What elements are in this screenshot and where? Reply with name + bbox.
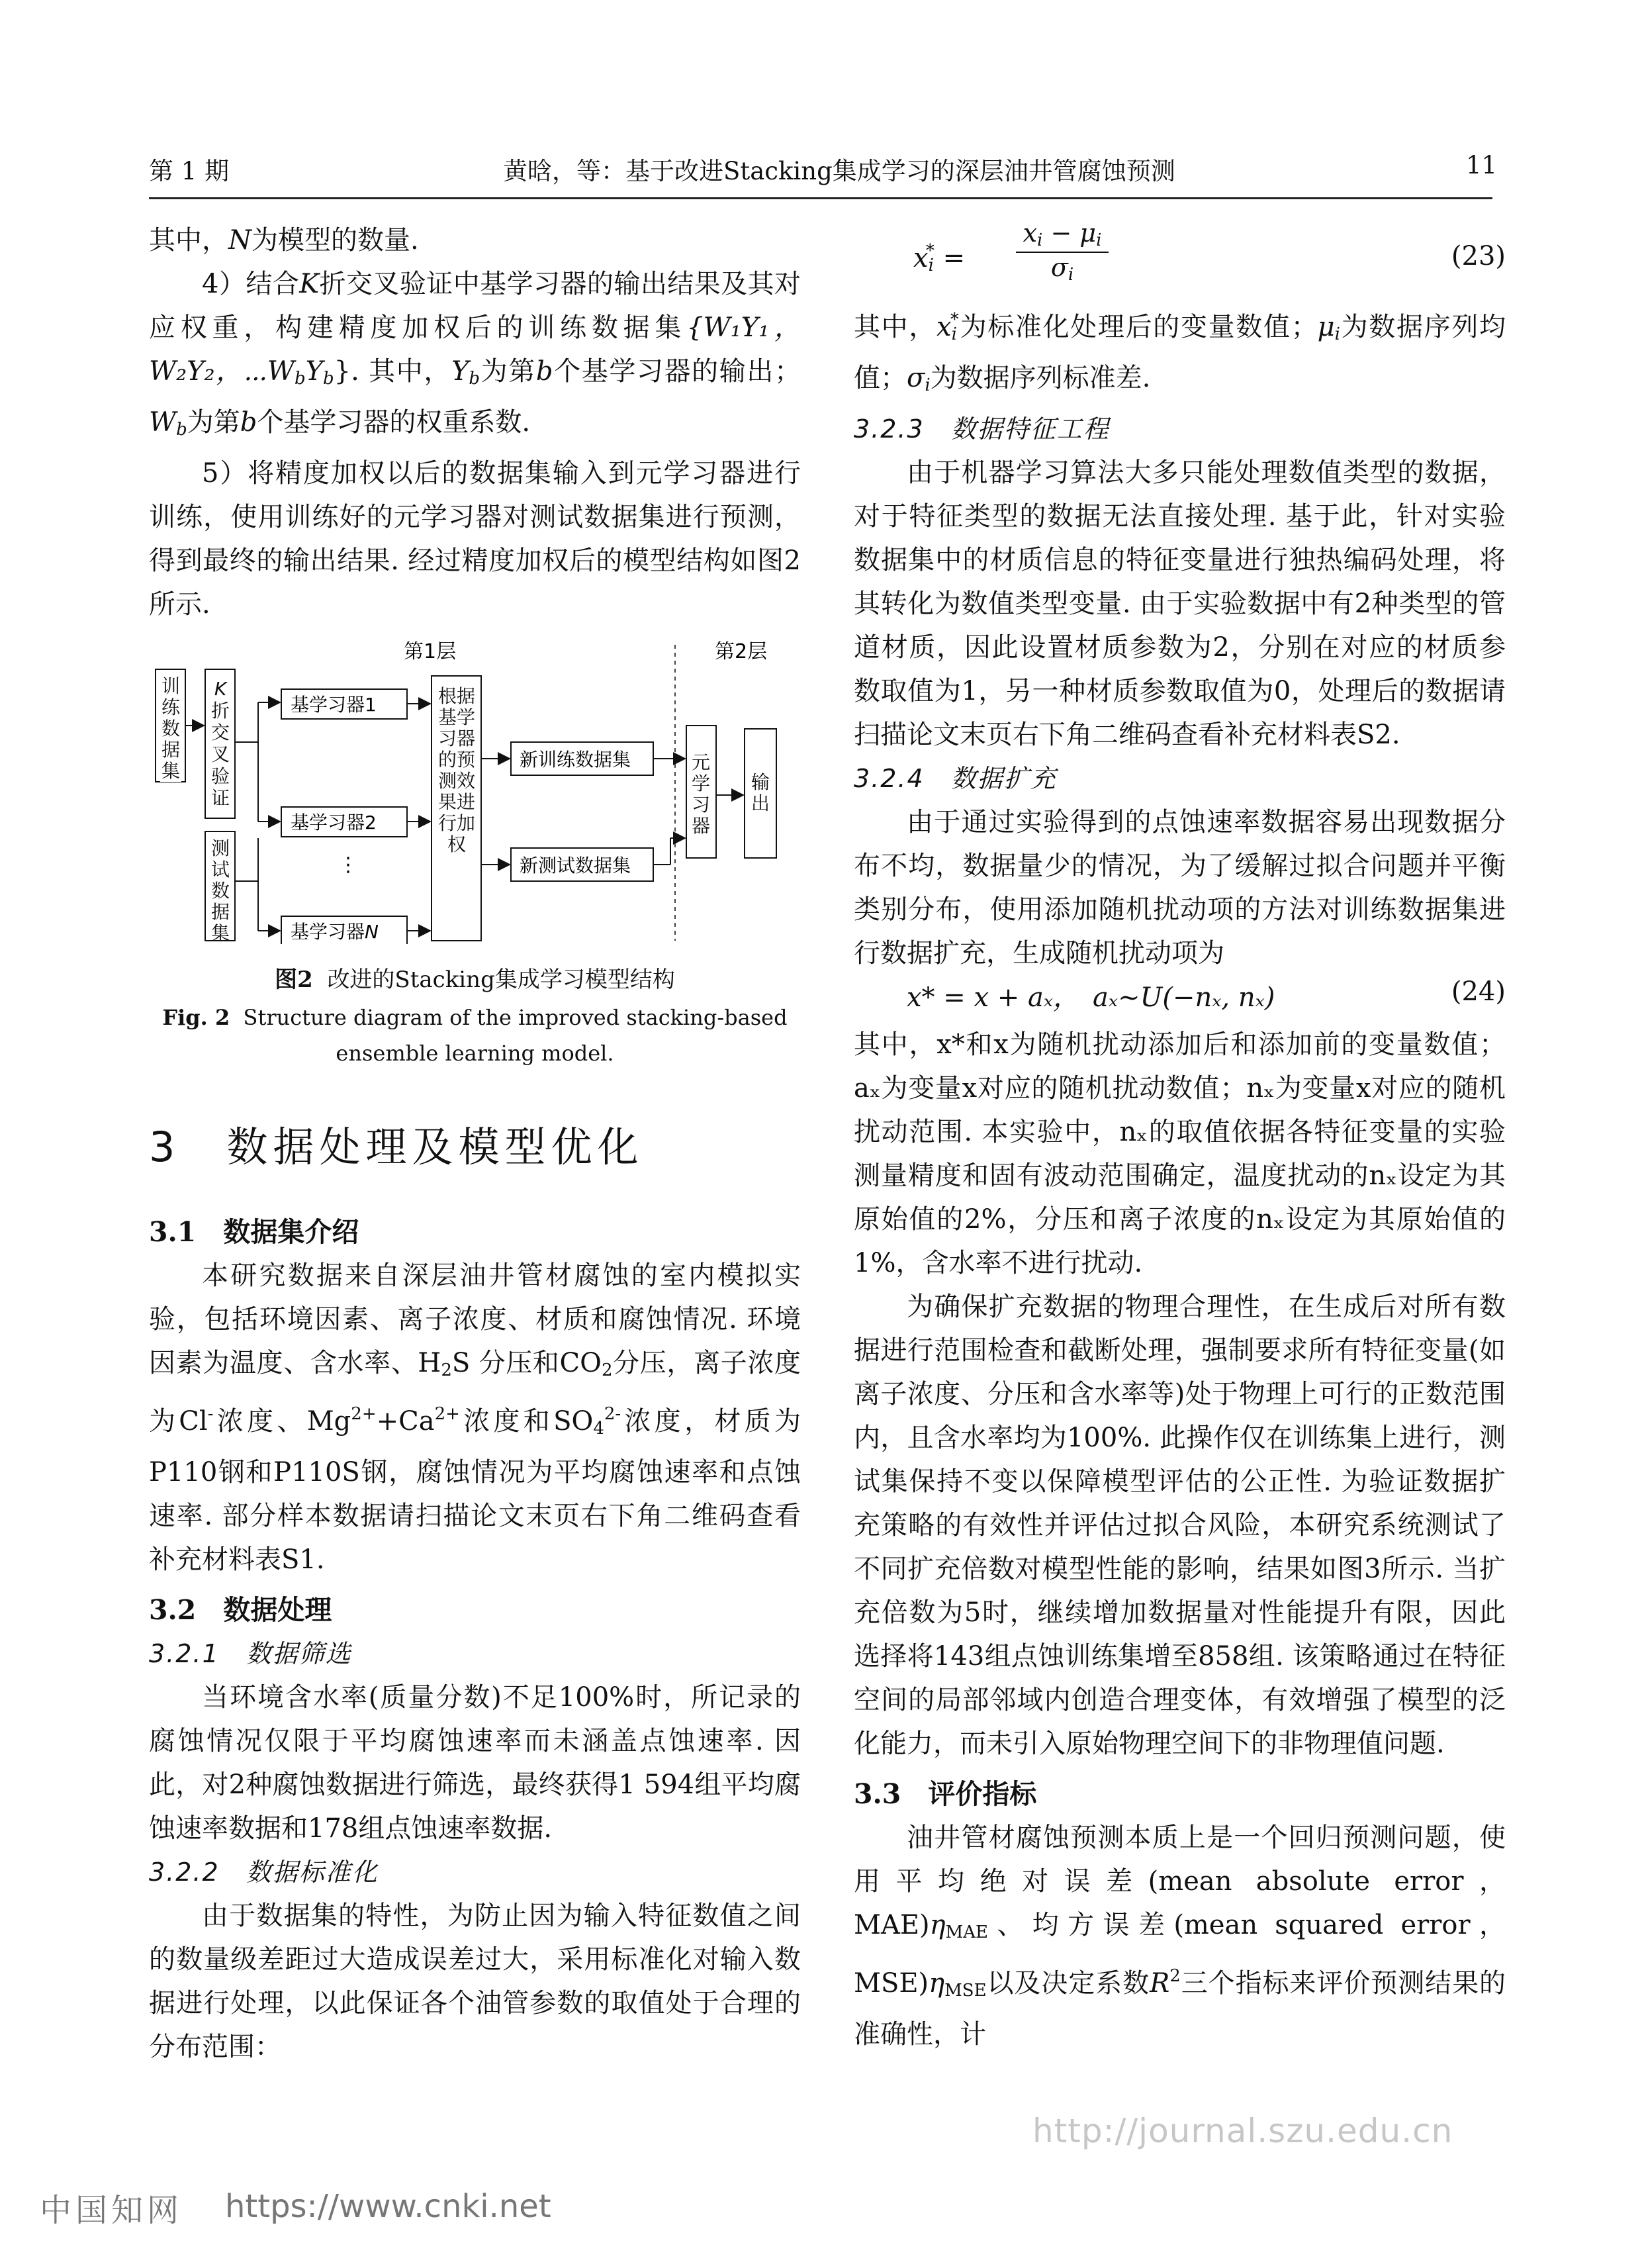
section-3-2-1-heading: 3.2.1 数据筛选 (149, 1639, 352, 1668)
header-issue: 第 1 期 (149, 157, 230, 185)
section-3-2-4-heading: 3.2.4 数据扩充 (854, 764, 1057, 793)
paragraph-screening: 当环境含水率(质量分数)不足100%时，所记录的腐蚀情况仅限于平均腐蚀速率而未涵盖点蚀速率. 因此，对2种腐蚀数据进行筛选，最终获得1 594组平均腐蚀速率数据和178组点蚀速率数据. (149, 1682, 801, 1844)
layer1-label: 第1层 (404, 640, 457, 663)
section-3-2-heading: 3.2 数据处理 (149, 1594, 332, 1626)
section-3-2-3-heading: 3.2.3 数据特征工程 (854, 414, 1110, 444)
new-test-label: 新测试数据集 (520, 855, 631, 876)
weighting-label: 根据基学习器的预测效果进行加权 (437, 685, 475, 855)
new-train-label: 新训练数据集 (520, 749, 631, 771)
base-learner-1-label: 基学习器1 (291, 694, 377, 716)
section-3-2-2-heading: 3.2.2 数据标准化 (149, 1858, 379, 1887)
equation-23-number: (23) (1451, 241, 1506, 271)
header-title: 黄晗，等：基于改进Stacking集成学习的深层油井管腐蚀预测 (503, 157, 1175, 185)
cnki-logo: 中国知网 (40, 2192, 183, 2229)
figure-2-caption-en: Fig. 2 Structure diagram of the improved stacking-based (162, 1005, 788, 1030)
paragraph-augmentation: 由于通过实验得到的点蚀速率数据容易出现数据分布不均，数据量少的情况，为了缓解过拟合问题并平衡类别分布，使用添加随机扰动项的方法对训练数据集进行数据扩充，生成随机扰动项为 (854, 807, 1506, 969)
output-label: 输出 (751, 771, 770, 814)
journal-watermark: http://journal.szu.edu.cn (1032, 2112, 1453, 2150)
cnki-url[interactable]: https://www.cnki.net (225, 2188, 551, 2225)
section-3-3-heading: 3.3 评价指标 (854, 1778, 1037, 1810)
paragraph-eq23-notes: 其中，$x_i^*$为标准化处理后的变量数值；$\mu_i$为数据序列均值；$\sigma_i$为数据序列标准差. (854, 310, 1506, 395)
figure-2-caption-en-line2: ensemble learning model. (336, 1041, 614, 1066)
figure-2-caption-cn: 图2 改进的Stacking集成学习模型结构 (275, 967, 675, 993)
paragraph-model-count: 其中，N为模型的数量. (149, 225, 419, 256)
layer2-label: 第2层 (715, 640, 768, 663)
figure-2-diagram (149, 639, 801, 944)
paragraph-dataset: 本研究数据来自深层油井管材腐蚀的室内模拟实验，包括环境因素、离子浓度、材质和腐蚀情况. 环境因素为温度、含水率、$H_2S$ 分压和$CO_2$分压，离子浓度为Cl-浓度、$Mg^{2+}+Ca^{2+}$浓度和$SO_4^{2-}$浓度，材质为P110钢和P110S钢，腐蚀情况为平均腐蚀速率和点蚀速率. 部分样本数据请扫描论文末页右下角二维码查看补充材料表S1. (149, 1260, 801, 1575)
paragraph-physical-check: 为确保扩充数据的物理合理性，在生成后对所有数据进行范围检查和截断处理，强制要求所有特征变量(如离子浓度、分压和含水率等)处于物理上可行的正数范围内，且含水率均为100%. 此操作仅在训练集上进行，测试集保持不变以保障模型评估的公正性. 为验证数据扩充策略的有效性并评估过拟合风险，本研究系统测试了不同扩充倍数对模型性能的影响，结果如图3所示. 当扩充倍数为5时，继续增加数据量对性能提升有限，因此选择将143组点蚀训练集增至858组. 该策略通过在特征空间的局部邻域内创造合理变体，有效增强了模型的泛化能力，而未引入原始物理空间下的非物理值问题. (854, 1292, 1506, 1759)
paragraph-metrics: 油井管材腐蚀预测本质上是一个回归预测问题，使用平均绝对误差(mean absolute error，$MAE)\eta_{MAE}$、均方误差(mean squared error，$MSE)\eta_{MSE}$以及决定系数$R^2$三个指标来评价预测结果的准确性，计 (854, 1822, 1506, 2050)
kfold-label: K折交叉验证 (210, 678, 230, 809)
test-data-label: 测试数据集 (210, 837, 230, 944)
meta-learner-label: 元学习器 (691, 751, 710, 837)
ellipsis: ⋮ (338, 853, 358, 876)
header-page-number: 11 (1466, 151, 1498, 179)
equation-24 (854, 975, 1506, 1023)
equation-23 (854, 218, 1506, 298)
equation-23-fraction: $x_i - \mu_i$ $\sigma_i$ (1016, 218, 1109, 285)
header-rule (149, 197, 1492, 199)
paragraph-standardization: 由于数据集的特性，为防止因为输入特征数值之间的数量级差距过大造成误差过大，采用标准化对输入数据进行处理，以此保证各个油管参数的取值处于合理的分布范围： (149, 1901, 801, 2062)
section-3-1-heading: 3.1 数据集介绍 (149, 1216, 359, 1248)
equation-23-lhs: $x_i^*$ = (913, 241, 966, 275)
base-learner-n-label: 基学习器N (291, 921, 379, 943)
equation-24-number: (24) (1451, 976, 1506, 1007)
section-3-heading: 3 数据处理及模型优化 (149, 1123, 644, 1171)
equation-24-body: x* = x + aₓ， aₓ~U(−nₓ, nₓ) (907, 982, 1275, 1013)
paragraph-step5: 5）将精度加权以后的数据集输入到元学习器进行训练，使用训练好的元学习器对测试数据集进行预测，得到最终的输出结果. 经过精度加权后的模型结构如图2所示. (149, 458, 801, 620)
train-data-label-vertical: 训练数据集 (161, 675, 180, 782)
paragraph-eq24-notes: 其中，x*和x为随机扰动添加后和添加前的变量数值；aₓ为变量x对应的随机扰动数值；nₓ为变量x对应的随机扰动范围. 本实验中，nₓ的取值依据各特征变量的实验测量精度和固有波动范围确定，温度扰动的nₓ设定为其原始值的2%，分压和离子浓度的nₓ设定为其原始值的1%，含水率不进行扰动. (854, 1029, 1506, 1278)
left-column (149, 218, 801, 2069)
paragraph-feature-engineering: 由于机器学习算法大多只能处理数值类型的数据，对于特征类型的数据无法直接处理. 基于此，针对实验数据集中的材质信息的特征变量进行独热编码处理，将其转化为数值类型变量. 由于实验数据中有2种类型的管道材质，因此设置材质参数为2，分别在对应的材质参数取值为1，另一种材质参数取值为0，处理后的数据请扫描论文末页右下角二维码查看补充材料表S2. (854, 457, 1506, 750)
right-column (854, 218, 1506, 2056)
base-learner-2-label: 基学习器2 (291, 812, 377, 833)
paragraph-step4: 4）结合K折交叉验证中基学习器的输出结果及其对应权重，构建精度加权后的训练数据集{W₁Y₁，W₂Y₂，$\cdots W_bY_b$}. 其中，$Y_b$为第b个基学习器的输出；$W_b$为第b个基学习器的权重系数. (149, 269, 801, 440)
